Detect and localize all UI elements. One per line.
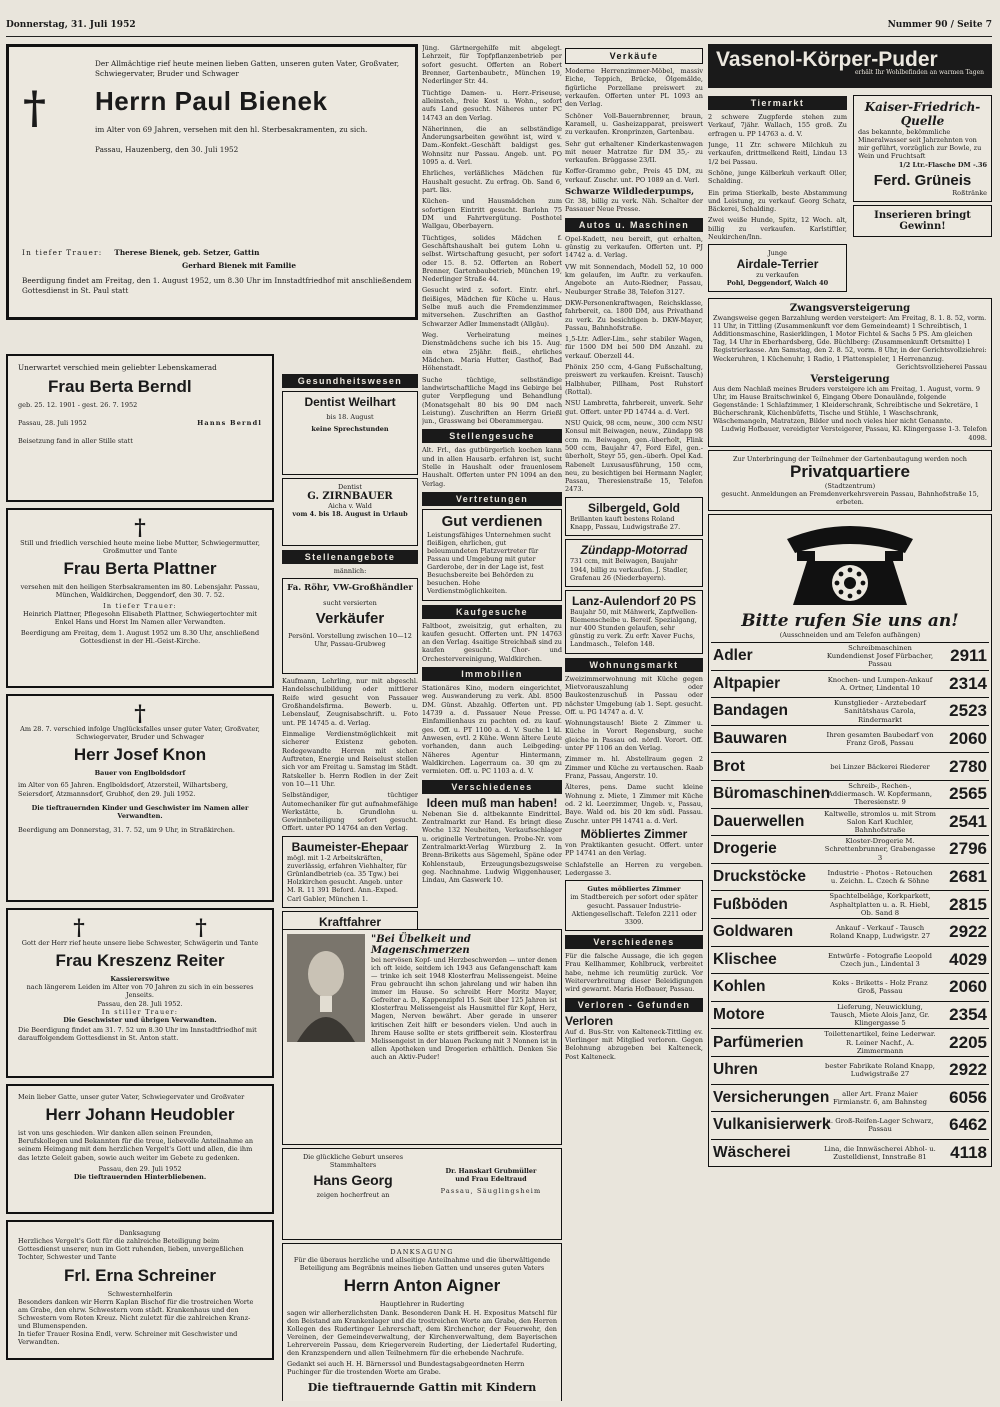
- classified-ad: NSU Quick, 98 ccm, neuw., 300 ccm NSU Konsul mit Beiwagen, neuw., Zündapp 98 ccm m. Beiwagen, gen.-überholt, Flink 500 ccm, Baujahr 47, Ford Eifel, gen.-überholt, Steyr 55, gen.-überh. Opel Kad. Rabenelt Luxusausführung, 150 ccm, neu, zu besichtigen bei Hermann Nagler, Passau, Theresienstraße 15, Telefon 2473.: [565, 418, 703, 494]
- cross-icon: †: [134, 701, 146, 727]
- obituary-plattner: [6, 508, 274, 688]
- directory-description: Lieferung, Neuwicklung, Tausch, Miete Alois Janz, Gr. Klingergasse 5: [830, 1002, 930, 1028]
- obituary-place: Passau, den 28. Juli 1952.: [97, 999, 183, 1008]
- classified-ad: von Praktikanten gesucht. Offert. unter PP 14741 an den Verlag.: [565, 841, 703, 858]
- obituary-intro: Still und friedlich verschied heute meine liebe Mutter, Schwiegermutter, Großmutter und Tante: [20, 539, 260, 556]
- section-header-autos: Autos u. Maschinen: [565, 218, 703, 232]
- ad-dentist-weilhart: [282, 391, 418, 475]
- mourners: Heinrich Plattner, Pflegesohn Elisabeth Plattner, Schwiegertochter mit Enkel Hans und Horst Im Namen aller Verwandten.: [22, 609, 258, 626]
- thanks-name: Herrn Anton Aigner: [343, 1276, 501, 1296]
- thanks-intro: Für die überaus herzliche und allseitige Anteilnahme und die überwältigende Beteiligung am Begräbnis meines lieben Gatten und unseres guten Vaters: [293, 1256, 551, 1273]
- lower-middle-block: [282, 926, 562, 1401]
- directory-entry: [711, 808, 989, 836]
- obituary-intro: Der Allmächtige rief heute meinen lieben Gatten, unseren guten Vater, Großvater, Schwiegervater, Bruder und Schwager: [95, 59, 400, 78]
- directory-phone-number: 2541: [949, 811, 987, 831]
- thanks-label: DANKSAGUNG: [390, 1248, 454, 1256]
- ad-privatquartiere: [708, 450, 992, 511]
- classified-ad: Ehrliches, verläßliches Mädchen für Haushalt gesucht. Zu erfrag. Ob. Sand 6, part. lks.: [422, 169, 562, 194]
- directory-entry: [711, 1084, 989, 1112]
- directory-entry: [711, 946, 989, 974]
- ad-lanz: [565, 590, 703, 654]
- birth-name: Hans Georg: [313, 1172, 393, 1189]
- directory-category: Parfümerien: [713, 1033, 804, 1051]
- section-header-health: Gesundheitswesen: [282, 374, 418, 388]
- ad-zwangsversteigerung: [708, 298, 992, 447]
- classified-column-c: [565, 44, 703, 1401]
- ad-title: Airdale-Terrier: [736, 256, 819, 271]
- directory-description: Koks - Briketts - Holz Franz Groß, Passau: [832, 979, 928, 996]
- section-header-misc: Verschiedenes: [565, 935, 703, 949]
- obituary-subtitle: Schwesternhelferin: [107, 1289, 173, 1298]
- ad-title: Möbliertes Zimmer: [580, 826, 688, 841]
- funeral-notice: Beerdigung am Donnerstag, 31. 7. 52, um 9 Uhr, in Straßkirchen.: [18, 825, 235, 834]
- ad-kaiser-friedrich-quelle: [853, 95, 992, 202]
- advert-column-d: [708, 44, 992, 1401]
- directory-category: Fußböden: [713, 895, 788, 913]
- directory-category: Motore: [713, 1006, 765, 1024]
- ad-airdale: [708, 244, 847, 292]
- classified-ad: Faltboot, zweisitzig, gut erhalten, zu kaufen gesucht. Offerten unt. PN 14763 an den Verlag. 4saitige Streichbaß sind zu kaufen gesucht. Chor- und Orchestervereinigung, Waldkirchen.: [422, 621, 562, 663]
- section-header-lost-found: Verloren - Gefunden: [565, 998, 703, 1012]
- directory-entry: [711, 752, 989, 780]
- obituary-signer: Hanns Berndl: [197, 418, 262, 427]
- directory-description: Entwürfe - Fotografie Leopold Czech jun., Lindental 3: [828, 951, 932, 968]
- cross-icon: †: [195, 915, 207, 941]
- directory-phone-number: 2060: [949, 729, 987, 749]
- ad-title: Ideen muß man haben!: [426, 795, 558, 810]
- portrait-photo: [287, 934, 365, 1042]
- classified-ad: Suche tüchtige, selbständige landwirtschaftliche Magd ins Gebirge bei guter Verpflegung und Behandlung (Monatsgehalt 80 bis 90 DM nach Leistung). Zuschriften an Herrn Grießl jun., Grasswang bei Oberammergau.: [422, 375, 562, 426]
- ad-text: das bekannte, bekömmliche Mineralwasser seit Jahrzehnten von mir geführt, vorzüglich zur Bowle, zu Wein und Fruchtsaft: [858, 128, 982, 161]
- birth-announcement: [282, 1148, 562, 1240]
- directory-category: Altpapier: [713, 674, 781, 692]
- obituary-name: Herr Johann Heudobler: [45, 1105, 235, 1125]
- ad-text: vom 4. bis 18. August in Urlaub: [292, 510, 408, 519]
- classified-ad: Küchen- und Hausmädchen zum sofortigen Eintritt gesucht. Barlohn 75 DM und Fahrtvergütung. Posthotel Wallgau, Oberbayern.: [422, 197, 562, 231]
- ad-subtitle: (Stadtzentrum): [824, 481, 876, 490]
- classified-ad: Koffer-Grammo gebr., Preis 45 DM, zu verkauf. Zuschr. unt. PO 1089 an d. Verl.: [565, 167, 703, 184]
- ad-vasenol: [708, 44, 992, 88]
- thanks-subtitle: Hauptlehrer in Ruderting: [379, 1300, 465, 1309]
- directory-entry: [711, 780, 989, 808]
- directory-description: Schreib-, Rechen-, Addiermasch. W. Kopfermann, Theresienstr. 9: [827, 782, 933, 807]
- obituary-place: Passau, 28. Juli 1952: [18, 418, 87, 427]
- directory-category: Bauwaren: [713, 730, 788, 748]
- directory-category: Goldwaren: [713, 923, 794, 941]
- ad-text: Persönl. Vorstellung zwischen 10—12 Uhr, Passau-Grubweg: [288, 631, 412, 648]
- directory-phone-number: 6056: [949, 1087, 987, 1107]
- classified-ad: NSU Lambretta, fahrbereit, unverk. Sehr gut. Offert. unter PD 14744 a. d. Verl.: [565, 399, 703, 416]
- directory-phone-number: 2681: [949, 867, 987, 887]
- ad-price: 1/2 Ltr.-Flasche DM -.36: [898, 160, 987, 169]
- directory-entry: [711, 835, 989, 863]
- thanks-signer: Die tieftrauernde Gattin mit Kindern: [307, 1380, 537, 1394]
- directory-phone-number: 2060: [949, 977, 987, 997]
- directory-entry: [711, 1139, 989, 1167]
- directory-phone-number: 2922: [949, 1060, 987, 1080]
- ad-title: Versteigerung: [810, 373, 890, 385]
- directory-category: Uhren: [713, 1061, 758, 1079]
- classified-ad: 2 schwere Zugpferde stehen zum Verkauf, 7jähr. Wallach, 155 groß. Zu erfragen u. PP 14763 a. d. V.: [708, 113, 847, 138]
- ad-text: Aus dem Nachlaß meines Bruders versteigere ich am Freitag, 1. August, vorm. 9 Uhr, im Hause Braitschwinkel 6, Eingang Obere Donaulände, folgende Gegenstände: 1 Schlafzimmer, 1 Kleiderschrank, Schreibtische und Sekretäre, 1 Bücherschrank, Küchenbüfetts, Tische und Stühle, 1 Waschschrank, Wäschemangeln, Matratzen, Bilder und noch vieles hier nicht Genannte.: [713, 384, 981, 426]
- directory-phone-number: 2780: [949, 756, 987, 776]
- ad-title: Zwangsversteigerung: [789, 302, 911, 314]
- obituary-intro: Gott der Herr rief heute unsere liebe Schwester, Schwägerin und Tante: [21, 939, 259, 947]
- obituary-details: versehen mit den heiligen Sterbsakramenten im 80. Lebensjahr. Passau, München, Waldkirchen, Deggendorf, den 30. 7. 52.: [20, 583, 260, 600]
- classified-ad: Schöne, junge Kälberkuh verkauft Oller, Schalding.: [708, 168, 847, 186]
- directory-description: Kloster-Drogerie M. Schrettenbrunner, Grabengasse 3: [824, 837, 936, 862]
- classified-ad: Für die falsche Aussage, die ich gegen Frau Kellhammer, Kohlbruck, verbreitet habe, nehme ich reumütig zurück. Vor Weiterverbreitung dieser Beleidigungen wird gewarnt. Maria Hofbauer, Passau.: [565, 951, 703, 994]
- classified-ad: Auf d. Bus-Str. von Kalteneck-Tittling ev. Vierlinger mit Mitglied verloren. Gegen Belohnung abzugeben bei Kalteneck, Post Kalteneck.: [565, 1027, 703, 1061]
- obituary-subtitle: Bauer von Englboldsdorf: [94, 769, 186, 778]
- ad-title: Zündapp-Motorrad: [580, 543, 688, 558]
- directory-phone-number: 4029: [949, 949, 987, 969]
- birth-text: Die glückliche Geburt unseres Stammhalters: [302, 1153, 404, 1170]
- ad-title: Verloren: [565, 1013, 614, 1028]
- funeral-notice: Die Beerdigung findet am 31. 7. 52 um 8.30 Uhr im Innstadtfriedhof mit darauffolgendem Gottesdienst in St. Anton statt.: [18, 1025, 257, 1042]
- directory-description: Schreibmaschinen Kundendienst Josef Fürbacher, Passau: [826, 644, 934, 669]
- directory-category: Adler: [713, 647, 753, 665]
- directory-entry: [711, 1111, 989, 1139]
- ad-title: Baumeister-Ehepaar: [291, 839, 409, 854]
- classified-ad: Phönix 250 ccm, 4-Gang Fußschaltung, preiswert zu verkaufen. Kreisnt. Tausch) Halbhuber, Pillham, Post Ruhstorf (Rottal).: [565, 363, 703, 396]
- classified-ad: Gr. 38, billig zu verk. Näh. Schalter der Passauer Neue Presse.: [565, 197, 703, 214]
- parent-name: Dr. Hanskarl Grubmüller: [445, 1167, 537, 1175]
- directory-entry: [711, 642, 989, 670]
- section-header-wanted: Kaufgesuche: [422, 605, 562, 619]
- thanks-label: Danksagung: [119, 1229, 161, 1237]
- directory-phone-number: 4118: [950, 1142, 987, 1162]
- directory-description: bester Fabrikate Roland Knapp, Ludwigstraße 27: [825, 1062, 935, 1079]
- directory-phone-number: 2922: [949, 922, 987, 942]
- obituary-name: Herr Josef Knon: [73, 745, 207, 765]
- classified-ad: 1,5-Ltr. Adler-Lim., sehr stabiler Wagen, für 1500 DM bei 500 DM Anzahl. zu verkauf. Oberzell 44.: [565, 335, 703, 360]
- ad-title: G. ZIRNBAUER: [307, 491, 393, 503]
- ad-inserieren: Inserieren bringt Gewinn!: [853, 205, 992, 237]
- section-header-sales: Verkäufe: [565, 48, 703, 64]
- ad-title: Kraftfahrer: [318, 914, 381, 929]
- classified-ad: Junge, 11 Ztr. schwere Milchkuh zu verkaufen, drittmelkend Reitl, Lindau 13 1/2 bei Passau.: [708, 140, 847, 166]
- ad-title: Fa. Röhr, VW-Großhändler: [287, 583, 413, 594]
- mourner-widow: Therese Bienek, geb. Setzer, Gattin: [114, 248, 260, 257]
- directory-entry: [711, 973, 989, 1001]
- ad-zundapp: [565, 539, 703, 587]
- directory-category: Klischee: [713, 950, 777, 968]
- classified-ad: Jüng. Gärtnergehilfe mit abgelegt. Lehrzeit, für Topfpflanzenbetrieb per sofort gesucht. Offerten an Robert Brenner, Gartenbaubetr., München 19, Nederlinger Str. 44.: [422, 44, 562, 86]
- ad-title: Vasenol-Körper-Puder: [716, 48, 938, 71]
- ad-text: gesucht. Anmeldungen an Fremdenverkehrsverein Passau, Bahnhofstraße 15, erbeten.: [721, 489, 979, 506]
- directory-description: Ihren gesamten Baubedarf von Franz Groß, Passau: [826, 730, 934, 748]
- obituary-name: Frau Berta Plattner: [63, 559, 217, 579]
- directory-description: Lina, die Innwäscherei Abhol- u. Zustelldienst, Innstraße 81: [824, 1144, 936, 1161]
- directory-category: Kohlen: [713, 978, 766, 996]
- directory-description: Spachtelbeläge, Korkparkett, Asphaltplatten u. a. R. Hiebl, Ob. Sand 8: [829, 892, 931, 917]
- ad-gutes-zimmer: [565, 880, 703, 931]
- ad-baumeister: [282, 836, 418, 908]
- directory-entry: [711, 697, 989, 725]
- section-header-jobs: Stellenangebote: [282, 550, 418, 564]
- ad-title: Schwarze Wildlederpumps,: [565, 187, 695, 198]
- classified-ad: Gesucht wird z. sofort. Eintr. ehrl., fleißiges, Mädchen für Küche u. Haus. Selbe muß auch die Fremdenzimmer mitversehen. Zuschriften an Gasthof Schwarzer Adler Immenstadt (Allgäu).: [422, 286, 562, 328]
- obituary-name: Herrn Paul Bienek: [95, 86, 328, 117]
- ad-signer: Ludwig Hofbauer, vereidigter Versteigerer, Passau, Kl. Klingergasse 1-3. Telefon 4098.: [721, 425, 987, 442]
- classified-ad: Schlafstelle an Herren zu vergeben. Ledergasse 3.: [565, 860, 703, 877]
- ad-text: bei nervösen Kopf- und Herzbeschwerden — unter denen ich oft leide, seitdem ich 1943 aus Gefangenschaft kam — trinke ich seit 1948 Klosterfrau Melissengeist. Meine Frau gebraucht ihn schon jahrelang und wir haben ihn immer im Hause. So schreibt Herr Moritz Mayer, Gefreiter a. D., Kappenzipfel 15. Seit über 125 Jahren ist Klosterfrau Melissengeist als Hausmittel für Kopf, Herz, Magen, Nerven bewährt. Aber gerade in unserer kritischen Zeit hilft er besonders vielen. Und auch in Ihrem Hause sollte er stets griffbereit sein. Klosterfrau Melissengeist in der blauen Packung mit 3 Nonnen ist in allen Apotheken und Drogerien erhältlich. Denken Sie auch an Aktiv-Puder!: [371, 956, 557, 1061]
- directory-category: Drogerie: [713, 840, 777, 858]
- obituary-name: Frau Berta Berndl: [48, 376, 192, 396]
- obituary-details: nach längerem Leiden im Alter von 70 Jahren zu sich in ein besseres Jenseits.: [26, 983, 254, 1000]
- directory-entry: [711, 670, 989, 698]
- mourning-label: In stiller Trauer:: [101, 1007, 179, 1016]
- mourners: Die tieftrauernden Hinterbliebenen.: [73, 1172, 207, 1181]
- ad-title: Gutes möbliertes Zimmer: [587, 885, 681, 894]
- directory-phone-number: 6462: [949, 1115, 987, 1135]
- ad-text: Zur Unterbringung der Teilnehmer der Gartenbautagung werden noch: [733, 454, 967, 463]
- classified-ad: Opel-Kadett, neu bereift, gut erhalten, günstig zu verkaufen. Offerten unt. PJ 14742 a. d. Verlag.: [565, 234, 703, 260]
- funeral-notice: Beerdigung am Freitag, dem 1. August 1952 um 8.30 Uhr, anschließend Gottesdienst in der Hl.-Geist-Kirche.: [20, 628, 260, 645]
- obituary-intro: Unerwartet verschied mein geliebter Lebenskamerad: [18, 363, 217, 372]
- ad-title: Lanz-Aulendorf 20 PS: [571, 593, 696, 608]
- directory-phone-number: 2205: [949, 1032, 987, 1052]
- mourner-son: Gerhard Bienek mit Familie: [182, 260, 296, 270]
- ad-title: "Bei Übelkeit und Magenschmerzen: [371, 934, 471, 956]
- directory-phone-number: 2314: [949, 673, 987, 693]
- ad-title: Ferd. Grüneis: [873, 171, 972, 189]
- directory-title: Bitte rufen Sie uns an!: [741, 610, 959, 631]
- ad-subtitle: erhält Ihr Wohlbefinden an warmen Tagen: [855, 69, 984, 76]
- classified-ad: Zimmer m. hl. Abstellraum gegen 2 Zimmer und Küche zu vertauschen. Raab Franz, Passau, Angerstr. 10.: [565, 755, 703, 780]
- ad-text: Leistungsfähiges Unternehmen sucht fleißigen, ehrlichen, gut beleumundeten Platzvertreter für Passau und Umgebung mit guter Garderobe, der in der Lage ist, fest Besuchsbereite bei Behörden zu besuchen. Hohe Verdienstmöglichkeiten.: [427, 530, 551, 596]
- header-page-number: Nummer 90 / Seite 7: [887, 20, 992, 30]
- page-header: [6, 20, 992, 34]
- ad-signer: Gerichtsvollzieherei Passau: [896, 362, 987, 371]
- thanks-text: sagen wir allerherzlichsten Dank. Besonderen Dank H. H. Expositus Matschl für den Beistand am Krankenlager und die trostreichen Worte am Grabe, den Herren Kollegen des Rudertinger Lehrerschaft, dem Kirchenchor, der Feuerwehr, den Vereinen, der Gemeindeverwaltung, der Kirchenverwaltung, dem Bayerischen Lehrerverein Passau, dem Kriegerverein Ruderting, der Liedertafel Ruderting, den Kranzspendern und allen Teilnehmern für die erhebende Nachrufe.: [287, 1308, 557, 1358]
- ad-title: Gut verdienen: [441, 513, 543, 530]
- classified-ad: Selbständiger, tüchtiger Automechaniker für gut aufnahmefähige Werkstätte, b. Grundlohn u. Gewinnbeteiligung sofort gesucht. Offert. unter PO 14764 an den Verlag.: [282, 791, 418, 833]
- classified-ad: VW mit Sonnendach, Modell 52, 10 000 km gelaufen, im Auftr. zu verkaufen. Angebote an Auto-Riedner, Passau, Neuburger Straße 38, Telefon 3127.: [565, 262, 703, 296]
- directory-entry: [711, 725, 989, 753]
- ad-text: Junge: [768, 249, 787, 258]
- obituary-details: im Alter von 69 Jahren, versehen mit den hl. Sterbesakramenten, zu sich.: [95, 125, 368, 135]
- obituary-schreiner: [6, 1220, 274, 1360]
- directory-description: bei Linzer Bäckerei Riederer: [830, 762, 930, 771]
- classified-ad: Nebenan Sie d. altbekannte Eindrittel-Zentralmarkt zur Hand. Es bringt diese Woche 132 Neuheiten, Verkaufsschlager u. originelle Vertretungen. Probe-Nr. vom Zentralmarkt-Verlag Würzburg 2. In Brenn-Briketts aus Sägemehl, Späne oder Kohlenstaub, Erzeugungsbezugsweise geg. Nachnahme. Ludwig Wiggenhauser, Lindau, Am Gaswerk 10.: [422, 809, 562, 885]
- directory-category: Druckstöcke: [713, 868, 807, 886]
- mourning-label: In tiefer Trauer:: [22, 248, 103, 257]
- obituary-dates: geb. 25. 12. 1901 - gest. 26. 7. 1952: [18, 400, 138, 409]
- obituary-place: Passau, den 29. Juli 1952: [98, 1164, 182, 1173]
- ad-gut-verdienen: [422, 509, 562, 601]
- directory-description: aller Art. Franz Maier Firmianstr. 6, am Bahnsteg: [833, 1089, 927, 1106]
- directory-description: Kunstglieder - Arztebedarf Sanitätshaus Carola, Rindermarkt: [834, 699, 926, 724]
- ad-title: Dentist Weilhart: [304, 395, 396, 409]
- cross-icon: †: [73, 915, 85, 941]
- classified-ad: Wohnungstausch! Biete 2 Zimmer u. Küche in Vorort Regensburg, suche gleiche in Passau od. nördl. Vorort. Off. unter PF 1106 an den Verlag.: [565, 719, 703, 753]
- ad-klosterfrau: [282, 929, 562, 1145]
- birth-note: zeigen hocherfreut an: [316, 1191, 390, 1200]
- section-header-animals: Tiermarkt: [708, 96, 847, 110]
- classified-ad: Tüchtiges, solides Mädchen f. Geschäftshaushalt bei gutem Lohn u. selbst. Wirtschaftung gesucht, per sofort oder 15. 8. 52. Offerten an Robert Brenner, Gartenbaubetrieb, München 19, Nederlinger Straße 44.: [422, 233, 562, 284]
- section-header-misc: Verschiedenes: [422, 780, 562, 794]
- classified-ad: Zwei weiße Hunde, Spitz, 12 Woch. alt, billig zu verkaufen. Karlstiftler, Neukirchen/Inn.: [708, 216, 847, 242]
- header-rule: [6, 36, 992, 37]
- directory-entry: [711, 1056, 989, 1084]
- ad-text: Dentist: [338, 483, 362, 491]
- obituary-heudobler: [6, 1084, 274, 1214]
- funeral-notice: Beerdigung findet am Freitag, den 1. August 1952, um 8.30 Uhr im Innstadtfriedhof mit anschließendem Gottesdienst in St. Paul statt: [22, 276, 412, 295]
- telephone-directory: [708, 514, 992, 1167]
- obituary-place: Passau, Hauzenberg, den 30. Juli 1952: [95, 144, 239, 154]
- directory-description: Ankauf - Verkauf - Tausch Roland Knapp, Ludwigstr. 27: [829, 924, 931, 941]
- ad-title: Silbergeld, Gold: [587, 500, 680, 515]
- ad-text: Aicha v. Wald: [328, 502, 372, 511]
- funeral-notice: Beisetzung fand in aller Stille statt: [18, 436, 133, 445]
- ad-rohr: [282, 578, 418, 674]
- cross-icon: †: [23, 83, 47, 134]
- directory-phone-number: 2523: [949, 701, 987, 721]
- classified-ad: Stationäres Kino, modern eingerichtet, weg. Auswanderung zu verk. Abl. 8500 DM. Günst. Abzahlg. Offerten unt. PD 14739 a. d. Passauer Neue Presse. Einfamilienhaus zu pachten od. zu kauf. ges. Off. u. PT 1100 a. d. V. Suche 1 kl. Anwesen, evtl. 2 Kühe. Wenn ältere Leute vorhanden, dann auch Leibgeding. Näheres Agentur Hintermann, Waldkirchen. Lagerraum ca. 30 qm zu vermieten. Off. u. PC 1103 a. d. V.: [422, 684, 562, 776]
- directory-phone-number: 2565: [949, 784, 987, 804]
- classified-ad: Tüchtige Damen- u. Herr.-Friseuse, alleinsteh., freie Kost u. Wohn., sofort aufs Land gesucht. Näheres unter PC 14743 an den Verlag.: [422, 88, 562, 122]
- ad-text: Brillanten kauft bestens Roland Knapp, Passau, Ludwigstraße 27.: [570, 514, 681, 532]
- directory-category: Vulkanisierwerk: [713, 1116, 831, 1134]
- obituary-intro: Herzliches Vergelt's Gott für die zahlreiche Beteiligung beim Gottesdienst unserer, nun im Gott ruhenden, lieben, unvergeßlichen Tochter, Schwester und Tante: [18, 1237, 244, 1262]
- classified-ad: Einmalige Verdienstmöglichkeit mit sicherer Existenz geboten. Redegewandte Herren mit sicher. Auftreten, Energie und Reiselust stellen sich vor am Freitag u. Samstag im Städt. Ratskeller b. Herrn Rodlen in der Zeit von 10—11 Uhr.: [282, 730, 418, 788]
- directory-entry: [711, 890, 989, 918]
- directory-phone-number: 2911: [950, 646, 987, 666]
- ad-text: Baujahr 50, mit Mähwerk, Zapfwellen-Riemenscheibe u. Bereif. Spezialgang, nur 400 Stunden gelaufen, sehr günstig zu verk. Zu erfr. Xaver Fuchs, Landmasch., Telefon 148.: [570, 607, 698, 649]
- mourners: Die tieftrauernden Kinder und Geschwister im Namen aller Verwandten.: [31, 803, 249, 820]
- obituary-subtitle: Kassiererswitwe: [110, 975, 170, 984]
- mourners: In tiefer Trauer Rosina Endl, verw. Schreiner mit Geschwister und Verwandten.: [18, 1330, 238, 1347]
- directory-category: Wäscherei: [713, 1143, 791, 1161]
- birth-place: Passau, Säuglingsheim: [440, 1187, 542, 1196]
- directory-entry: [711, 863, 989, 891]
- classified-ad: Weg. Verheiratung meines Dienstmädchens suche ich bis 15. Aug. ein etwa 25jähr. fleiß., ehrliches Mädchen. Maria Hutter, Gasthof, Bad Höhenstadt.: [422, 331, 562, 373]
- mourners: Die Geschwister und übrigen Verwandten.: [63, 1015, 217, 1024]
- ad-text: im Stadtbereich per sofort oder später gesucht. Passauer Industrie-Aktiengesellschaft. Telefon 2211 oder 3309.: [570, 893, 698, 926]
- section-header-realestate: Immobilien: [422, 667, 562, 681]
- mourning-label: In tiefer Trauer:: [103, 601, 177, 610]
- directory-phone-number: 2815: [949, 894, 987, 914]
- thanks-aigner: [282, 1243, 562, 1401]
- directory-description: u. Groß-Reifen-Lager Schwarz, Passau: [826, 1117, 934, 1134]
- classified-ad: Moderne Herrenzimmer-Möbel, massiv Eiche, Teppich, Brücke, Ölgemälde, figürliche Porzellane preiswert zu verkaufen. Offerten unter PL 1093 an den Verlag.: [565, 67, 703, 109]
- directory-description: Knochen- und Lumpen-Ankauf A. Ortner, Lindental 10: [827, 675, 933, 692]
- obituary-details: im Alter von 65 Jahren. Englboldsdorf, Atzersteil, Wilhartsberg, Seiersdorf, Atzmannsdorf, Grubhof, den 29. Juli 1952.: [18, 781, 228, 798]
- obituary-name: Frl. Erna Schreiner: [63, 1265, 217, 1285]
- ad-dentist-zirnbauer: [282, 478, 418, 546]
- ad-title: Privatquartiere: [790, 461, 910, 481]
- obituary-reiter: [6, 908, 274, 1078]
- directory-category: Brot: [713, 757, 745, 775]
- directory-phone-number: 2354: [949, 1005, 987, 1025]
- ad-text: bis 18. August: [326, 413, 374, 422]
- ad-text: keine Sprechstunden: [311, 425, 389, 434]
- classified-ad: Kaufmann, Lehrling, nur mit abgeschl. Handelsschulbildung oder mittlerer Reife wird gesucht von Passauer Großhandelsfirma. Bewerb. u. Lebenslauf, Zeugnisabschrift. u. Foto unt. PE 14745 a. d. Verlag.: [282, 677, 418, 727]
- section-subheader: männlich:: [333, 567, 367, 575]
- thanks-text: Gedankt sei auch H. H. Bärnerssol und Bundestagsabgeordneten Herrn Puchinger für die trostenden Worte am Grabe.: [287, 1360, 525, 1377]
- classified-ad: Sehr gut erhaltener Kinderkastenwagen mit neuer Matratze für DM 35,- zu verkaufen. Brüggasse 23/II.: [565, 139, 703, 165]
- header-date: Donnerstag, 31. Juli 1952: [6, 20, 136, 30]
- obituary-details: Besonders danken wir Herrn Kaplan Bischof für die trostreichen Worte am Grabe, den ehrw. Schwestern vom städt. Krankenhaus und den Schwestern vom Roten Kreuz. Nicht zuletzt für die zahlreichen Kranz- und Blumenspenden.: [18, 1297, 254, 1330]
- obituary-knon: [6, 694, 274, 902]
- telephone-icon: [775, 519, 925, 609]
- ad-text: sucht versierten: [323, 599, 377, 608]
- directory-list: [711, 642, 989, 1166]
- obituary-details: ist von uns geschieden. Wir danken allen seinen Freunden, Berufskollegen und Bekannten für die treue, liebevolle Anteilnahme an seinem Heimgang mit dem herzlichen Vergelt's Gott und allen, die ihm das letzte Geleit gaben, sowie auch weiter im Gebete zu gedenken.: [18, 1129, 254, 1162]
- obituary-berndl: [6, 354, 274, 502]
- directory-category: Bandagen: [713, 702, 788, 720]
- ad-text: 731 ccm, mit Beiwagen, Baujahr 1944, billig zu verkaufen. J. Stadler, Grafenau 26 (Niederbayern).: [570, 557, 688, 582]
- directory-subtitle: (Ausschneiden und am Telefon aufhängen): [779, 630, 921, 639]
- section-header-housing: Wohnungsmarkt: [565, 658, 703, 672]
- directory-category: Dauerwellen: [713, 812, 805, 830]
- ad-text: Roßtränke: [952, 189, 987, 198]
- ad-text: mögl. mit 1-2 Arbeitskräften, zuverlässig, erfahren Viehhalter, für Grünlandbetrieb (ca. 35 Tgw.) bei Holzkirchen gesucht. Angeb. unter M. R. 11 391 Beford. Ann.-Exped. Carl Gabler, München 1.: [287, 853, 407, 903]
- obituary-bienek-mourners: [22, 248, 412, 296]
- ad-title: Verkäufer: [315, 610, 385, 628]
- classified-ad: Alt. Frl., das gutbürgerlich kochen kann und in allen Hausarb. erfahren ist, sucht Stelle in Haushalt oder frauenlosem Haushalt. Offerten unter PN 1094 an den Verlag.: [422, 446, 562, 488]
- obituary-intro: Mein lieber Gatte, unser guter Vater, Schwiegervater und Großvater: [18, 1093, 245, 1101]
- directory-description: Toilettenartikel, feine Lederwar. R. Leiner Nachf., A. Zimmermann: [824, 1030, 936, 1055]
- directory-category: Büromaschinen: [713, 785, 831, 803]
- section-header-situations: Stellengesuche: [422, 429, 562, 443]
- section-header-agents: Vertretungen: [422, 492, 562, 506]
- classified-ad: Ein prima Stierkalb, beste Abstammung und Leistung, zu verkauf. Georg Schatz, Bäckerei, Schalding.: [708, 188, 847, 214]
- ad-silbergeld: [565, 497, 703, 536]
- classified-ad: Näherinnen, die an selbständige Änderungsarbeiten gewöhnt ist, wird v. Dam.-Konfekt.-Geschäft baldigst ges. Wohnsitz nur Passau. Angeb. unt. PO 1095 a. d. Verl.: [422, 124, 562, 167]
- classified-ad: Zweizimmerwohnung mit Küche gegen Mietvorauszahlung oder Baukostenzuschuß in Passau oder nächster Umgebung (ab 1. Sept. gesucht. Off. u. PG 14747 a. d. V.: [565, 674, 703, 716]
- parent-name: und Frau Edeltraud: [455, 1175, 527, 1184]
- directory-description: Industrie - Photos - Retouchen u. Zeichn. L. Czech & Söhne: [827, 868, 933, 886]
- directory-category: Versicherungen: [713, 1088, 830, 1106]
- obituary-intro: Am 28. 7. verschied infolge Unglücksfalles unser guter Vater, Großvater, Schwiegervater, Bruder und Schwager: [20, 725, 260, 742]
- classified-ad: Schöner Voll-Bauernbrenner, braun, Karamell, u. Gasheizapparat, preiswert zu verkaufen. Kronprinzen, Gartenbau.: [565, 111, 703, 137]
- ad-title: Kaiser-Friedrich-Quelle: [864, 100, 981, 128]
- classified-ad: Älteres, pens. Dame sucht kleine Wohnung z. Miete, 1 Zimmer mit Küche od. 2 kl. Leerzimmer, Ungeb. v., Passau, Baye. Wald od. bis 20 km südl. Passau. Zuschr. unter PH 14741 a. d. Verl.: [565, 783, 703, 825]
- directory-entry: [711, 1028, 989, 1056]
- directory-entry: [711, 1001, 989, 1029]
- directory-entry: [711, 918, 989, 946]
- classified-ad: DKW-Personenkraftwagen, Reichsklasse, fahrbereit, ca. 1800 DM, aus Privathand zu verk. Zu besichtigen b. DKW-Mayer, Passau, Bahnhofstraße.: [565, 298, 703, 332]
- cross-icon: †: [134, 515, 146, 541]
- ad-text: Pohl, Deggendorf, Walch 40: [726, 278, 829, 287]
- ad-text: zu verkaufen: [756, 270, 799, 279]
- obituary-name: Frau Kreszenz Reiter: [55, 951, 225, 971]
- ad-text: Zwangsweise gegen Barzahlung werden versteigert: Am Freitag, 8. 1. 8. 52, vorm. 11 Uhr, in Tittling (Zusammenkunft vor dem Gemeindeamt) 1 Schreibtisch, 1 Additionsmaschine, Rasierklingen, 1 Motor Fichtel & Sachs 5 PS. Am gleichen Tag, 14 Uhr in Eberhardsberg, Gde. Büchlberg: (Zusammenkunft Ortsmitte) 1 Registrierkasse. Am Samstag, den 2. 8. 52, vorm. 8 Uhr, in der Gerichtsvollziehrei: Weckeruhren, 1 Küchenuhr, 1 Radio, 1 Plattenspieler, 1 Herrenanzug.: [713, 313, 987, 363]
- directory-description: Kaltwelle, stromlos u. mit Strom Salon Karl Kuchler, Bahnhofstraße: [824, 809, 936, 834]
- directory-phone-number: 2796: [949, 839, 987, 859]
